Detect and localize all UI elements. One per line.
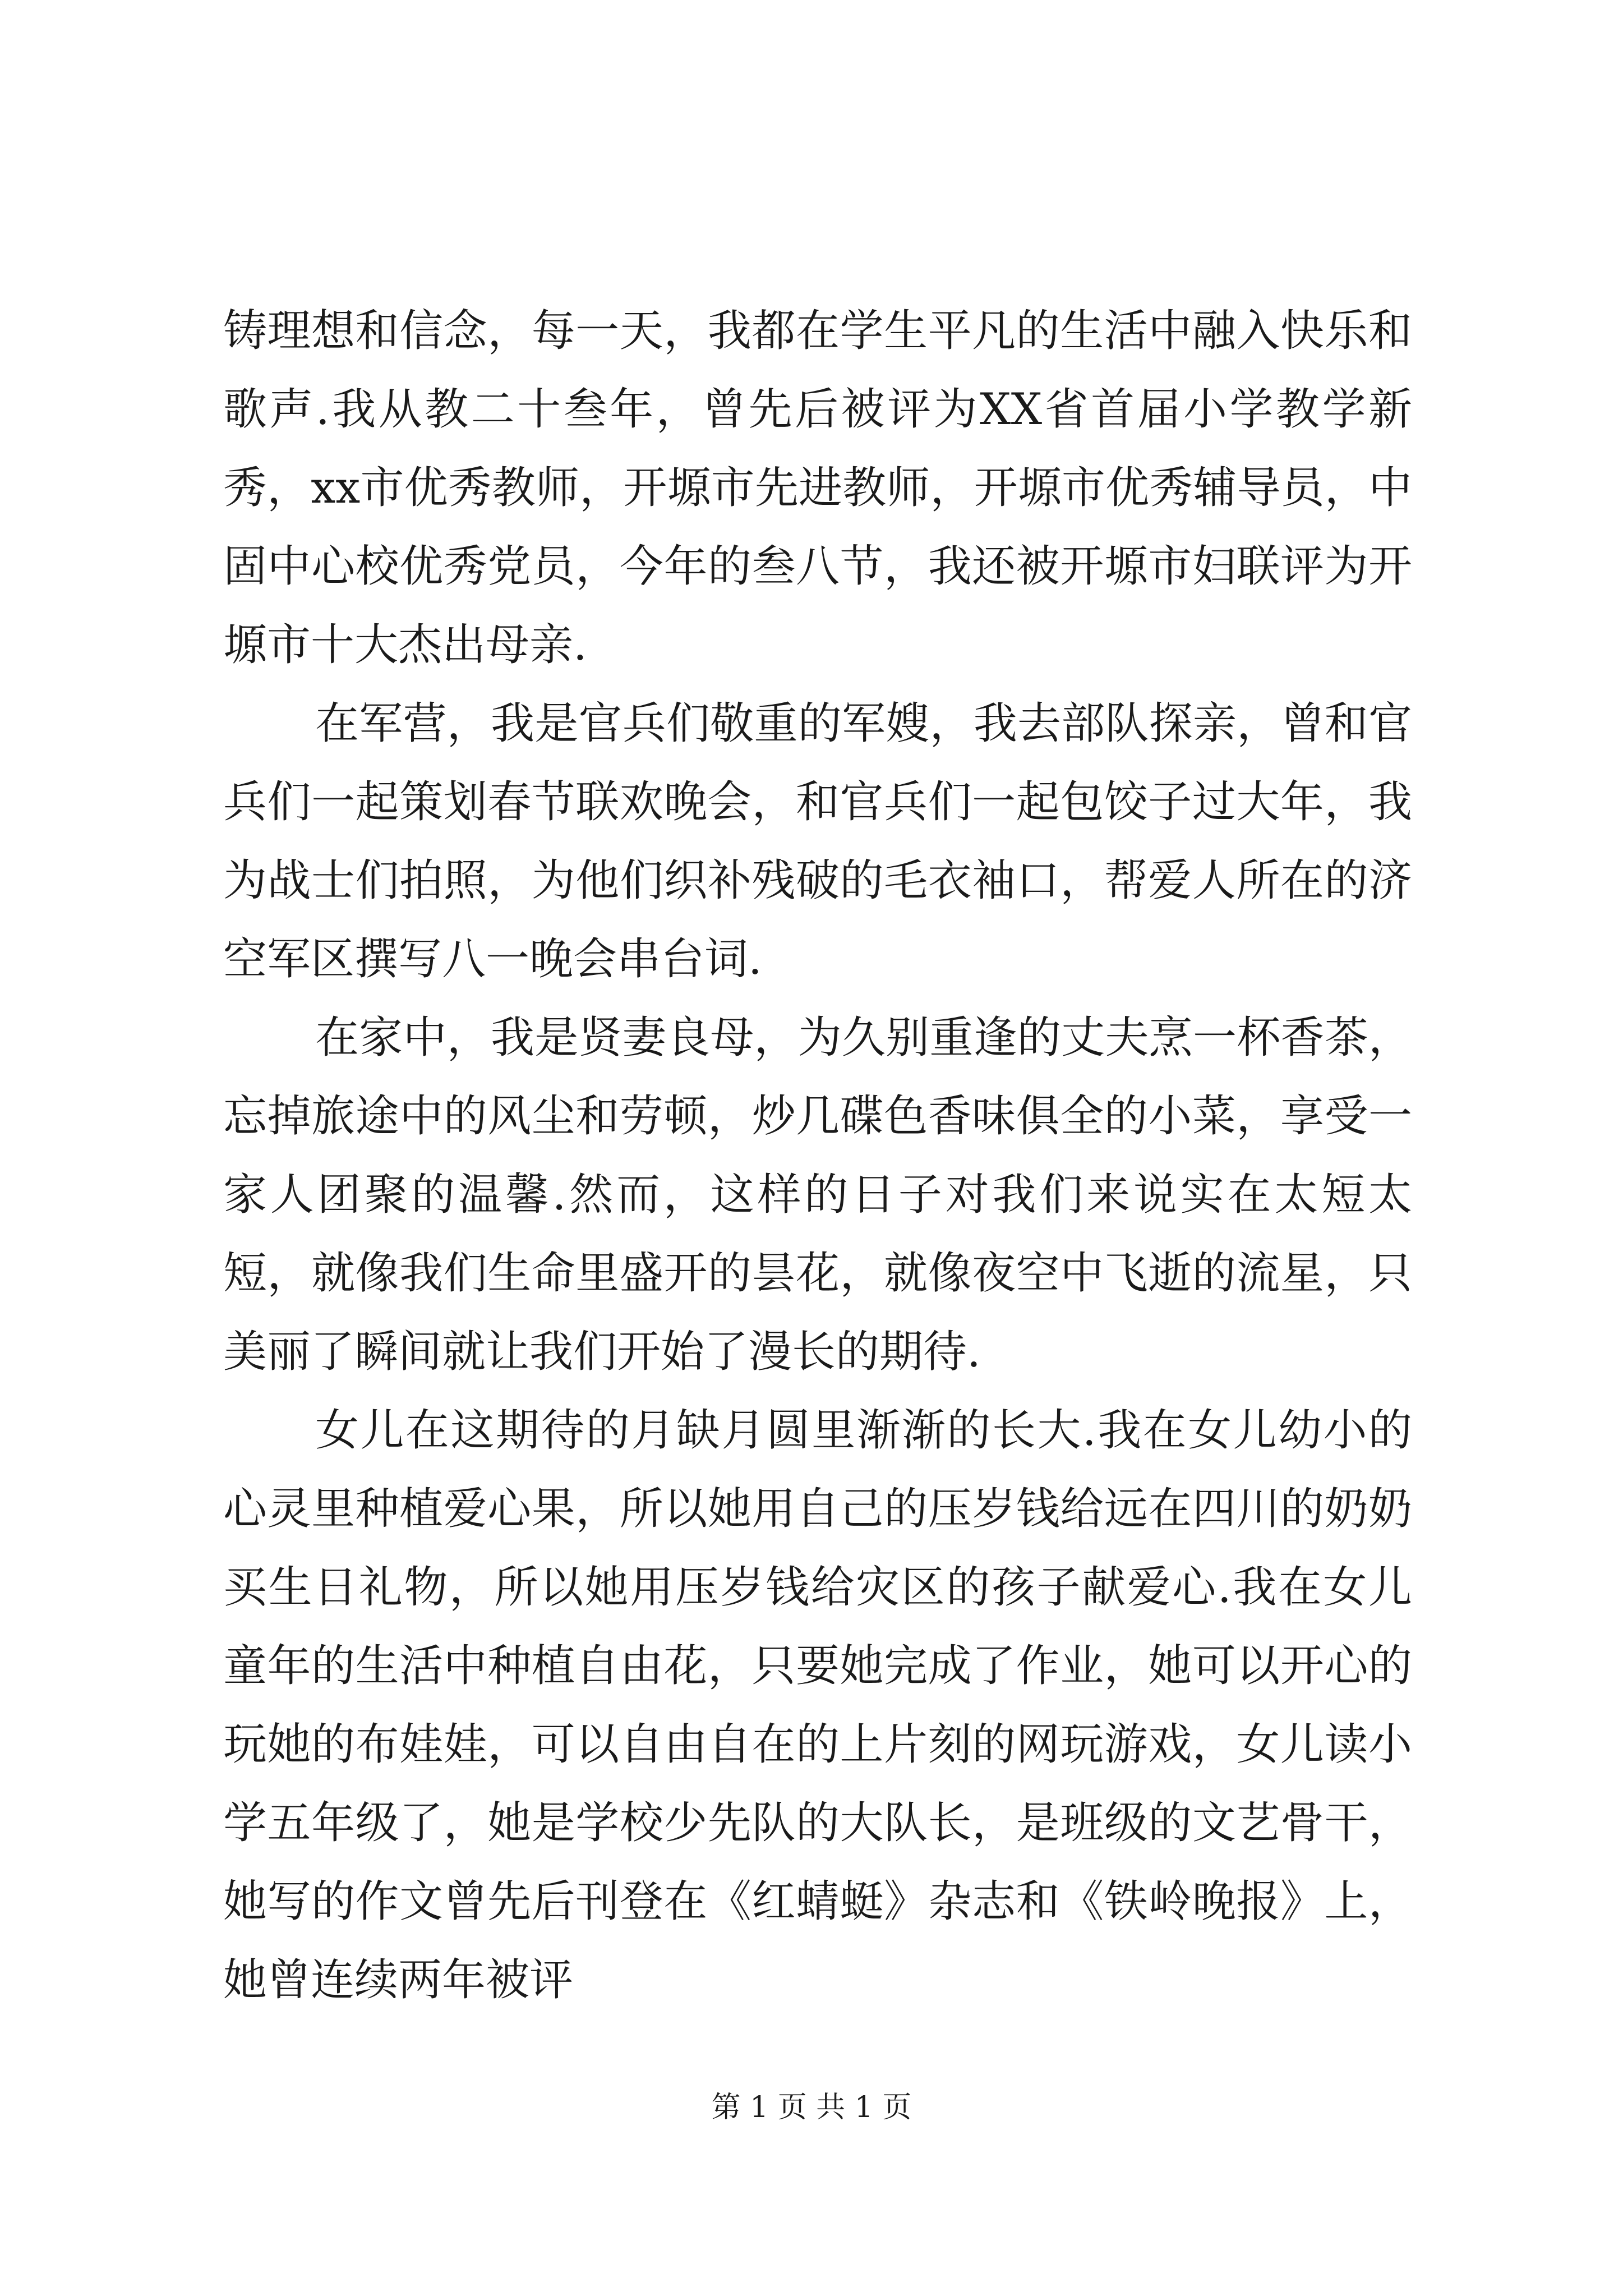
paragraph-at-home: 在家中，我是贤妻良母，为久别重逢的丈夫烹一杯香茶，忘掉旅途中的风尘和劳顿，炒几碟色香味俱全的小菜，享受一家人团聚的温馨.然而，这样的日子对我们来说实在太短太短，就像我们生命里盛开的昙花，就像夜空中飞逝的流星，只美丽了瞬间就让我们开始了漫长的期待. <box>223 1013 1412 1377</box>
page-footer: 第 1 页 共 1 页 <box>711 2091 912 2124</box>
paragraph-military-camp: 在军营，我是官兵们敬重的军嫂，我去部队探亲，曾和官兵们一起策划春节联欢晚会，和官兵们一起包饺子过大年，我为战士们拍照，为他们织补残破的毛衣袖口，帮爱人所在的济空军区撰写八一晚会串台词. <box>223 698 1412 984</box>
paragraph-continued: 铸理想和信念，每一天，我都在学生平凡的生活中融入快乐和歌声.我从教二十叁年，曾先后被评为XX省首届小学教学新秀，xx市优秀教师，开塬市先进教师，开塬市优秀辅导员，中固中心校优秀党员，今年的叁八节，我还被开塬市妇联评为开塬市十大杰出母亲. <box>223 306 1412 670</box>
document-body <box>223 292 1412 2019</box>
paragraph-daughter: 女儿在这期待的月缺月圆里渐渐的长大.我在女儿幼小的心灵里种植爱心果，所以她用自己的压岁钱给远在四川的奶奶买生日礼物，所以她用压岁钱给灾区的孩子献爱心.我在女儿童年的生活中种植自由花，只要她完成了作业，她可以开心的玩她的布娃娃，可以自由自在的上片刻的网玩游戏，女儿读小学五年级了，她是学校少先队的大队长，是班级的文艺骨干，她写的作文曾先后刊登在《红蜻蜓》杂志和《铁岭晚报》上，她曾连续两年被评 <box>223 1405 1412 2005</box>
